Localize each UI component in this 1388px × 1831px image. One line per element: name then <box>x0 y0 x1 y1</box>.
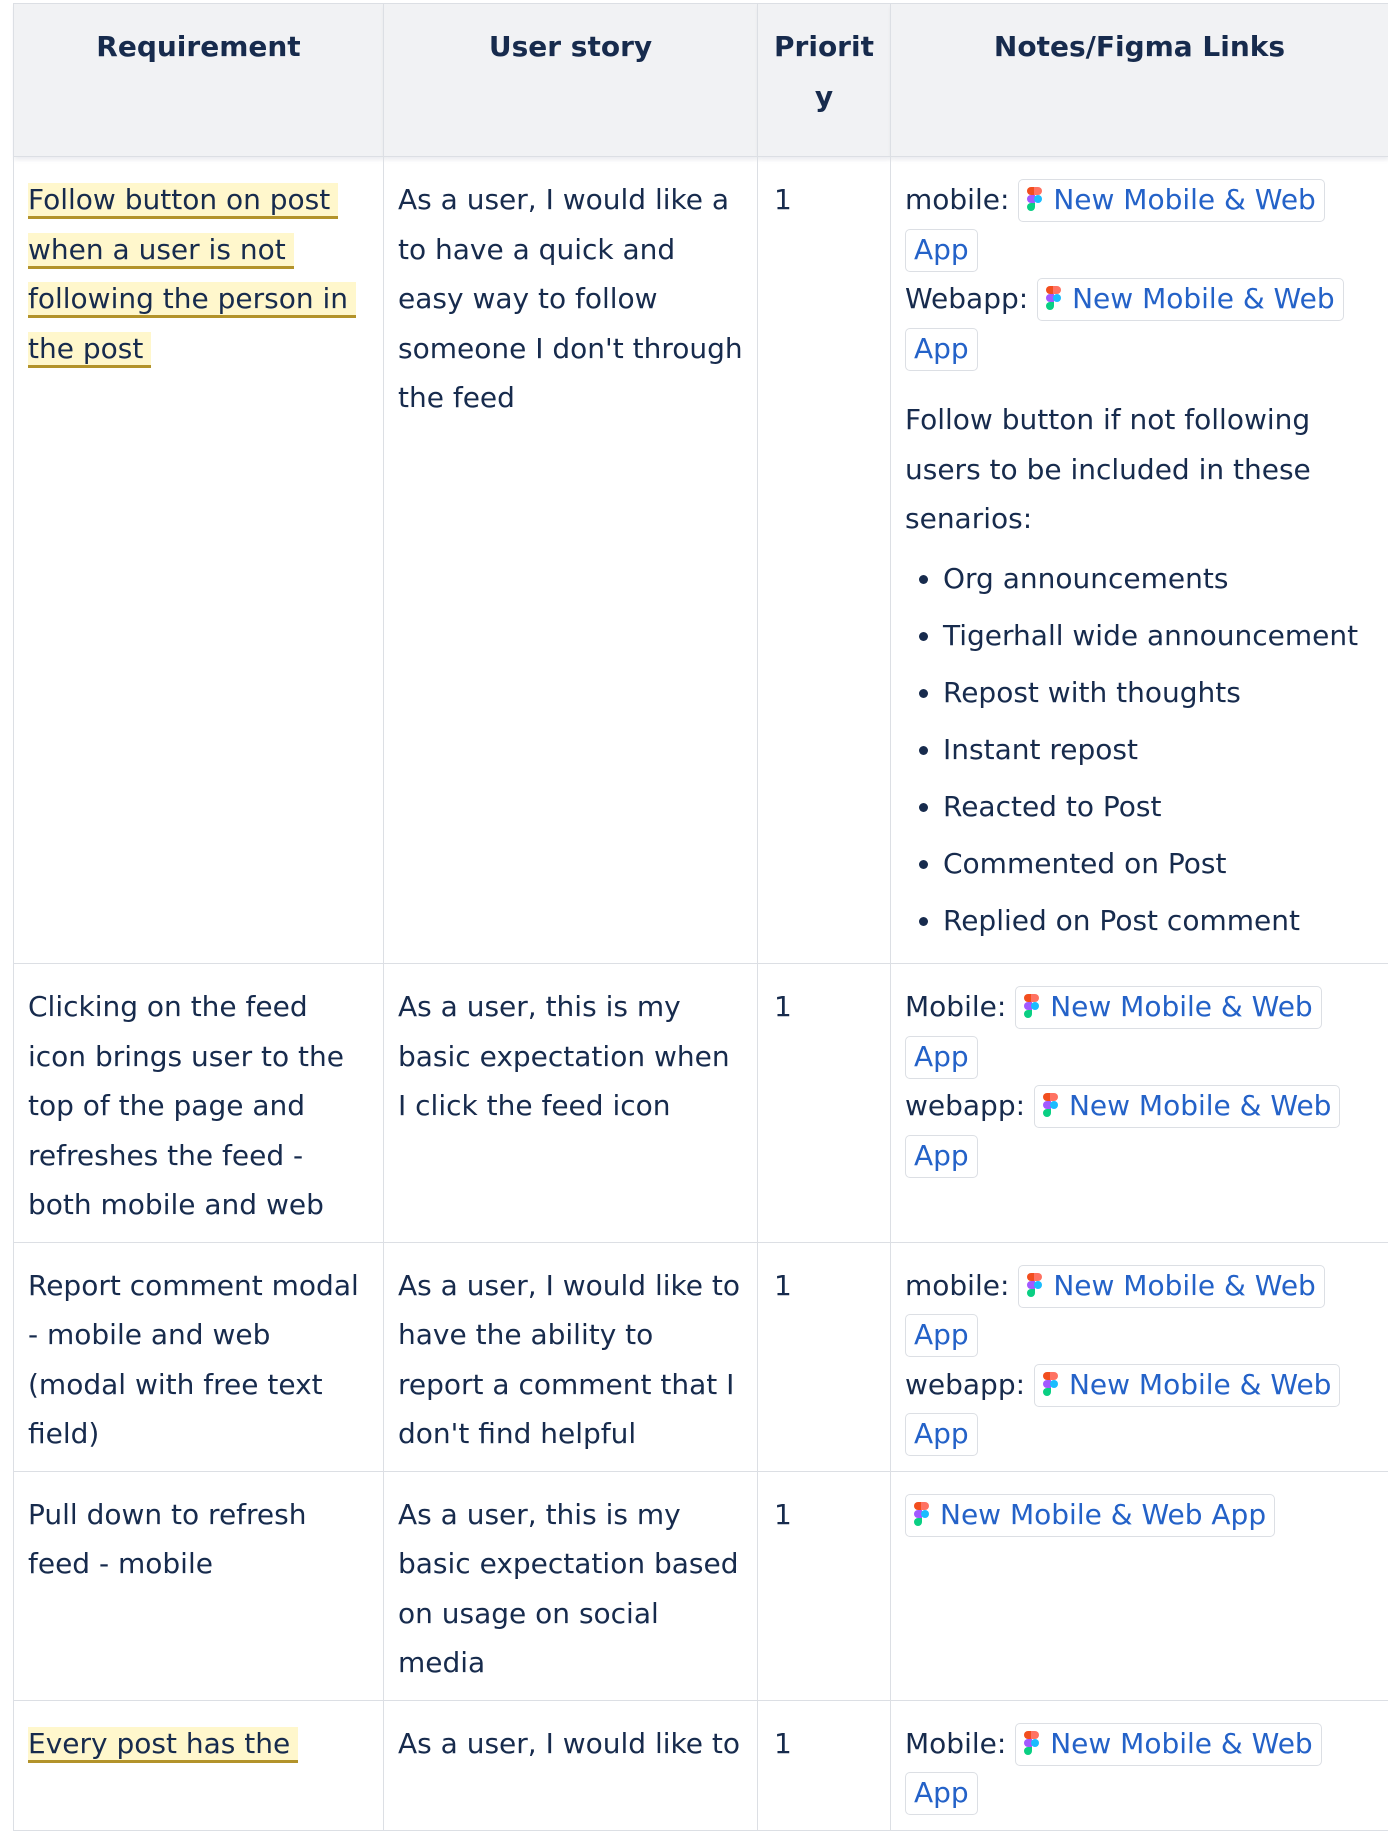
notes-links <box>905 175 1374 373</box>
priority-cell[interactable]: 1 <box>758 1700 891 1830</box>
table-row <box>14 1471 1388 1700</box>
table-row <box>14 1242 1388 1471</box>
requirement-cell[interactable]: Clicking on the feed icon brings user to the top of the page and refreshes the feed - both mobile and web <box>14 964 384 1243</box>
requirement-cell[interactable]: Report comment modal - mobile and web (modal with free text field) <box>14 1242 384 1471</box>
figma-link[interactable] <box>905 1494 1275 1537</box>
platform-label: Mobile: <box>905 1727 1006 1760</box>
requirements-table-container <box>13 3 1388 1831</box>
platform-label: webapp: <box>905 1368 1025 1401</box>
figma-link-label: New Mobile & Web App <box>914 1089 1331 1172</box>
platform-label: Mobile: <box>905 990 1006 1023</box>
priority-cell[interactable]: 1 <box>758 964 891 1243</box>
priority-cell[interactable]: 1 <box>758 1471 891 1700</box>
figma-link-label: New Mobile & Web App <box>914 1368 1331 1451</box>
requirements-table <box>13 3 1388 1831</box>
table-header-row <box>14 4 1388 157</box>
notes-paragraph: Follow button if not following users to be included in these senarios: <box>905 395 1374 544</box>
notes-cell[interactable] <box>891 1242 1388 1471</box>
figma-icon <box>1027 187 1041 213</box>
platform-label: mobile: <box>905 1269 1009 1302</box>
highlighted-requirement-text[interactable]: Follow button on post when a user is not following the person in the post <box>28 183 356 368</box>
figma-link-label: New Mobile & Web App <box>940 1498 1266 1531</box>
table-row <box>14 1700 1388 1830</box>
table-row <box>14 964 1388 1243</box>
figma-link-label: New Mobile & Web App <box>914 990 1313 1073</box>
figma-icon <box>1024 1731 1038 1757</box>
platform-label: webapp: <box>905 1089 1025 1122</box>
figma-icon <box>1046 286 1060 312</box>
figma-icon <box>1024 994 1038 1020</box>
figma-icon <box>914 1502 928 1528</box>
notes-cell[interactable] <box>891 1471 1388 1700</box>
list-item: • Commented on Post <box>943 835 1374 892</box>
header-user-story[interactable]: User story <box>384 4 758 157</box>
table-row <box>14 157 1388 964</box>
user-story-cell[interactable]: As a user, I would like a to have a quick and easy way to follow someone I don't through the feed <box>384 157 758 964</box>
header-priority[interactable]: Priorit y <box>758 4 891 157</box>
requirement-cell[interactable] <box>14 157 384 964</box>
figma-icon <box>1027 1273 1041 1299</box>
figma-icon <box>1043 1093 1057 1119</box>
platform-label: Webapp: <box>905 282 1028 315</box>
figma-link-label: New Mobile & Web App <box>914 183 1316 266</box>
figma-link-label: New Mobile & Web App <box>914 1727 1313 1810</box>
priority-cell[interactable]: 1 <box>758 157 891 964</box>
list-item: • Instant repost <box>943 721 1374 778</box>
scenario-list <box>905 550 1374 949</box>
header-requirement[interactable]: Requirement <box>14 4 384 157</box>
figma-link-label: New Mobile & Web App <box>914 282 1335 365</box>
requirement-cell[interactable]: Pull down to refresh feed - mobile <box>14 1471 384 1700</box>
platform-label: mobile: <box>905 183 1009 216</box>
notes-cell[interactable] <box>891 1700 1388 1830</box>
notes-cell[interactable] <box>891 964 1388 1243</box>
list-item: • Replied on Post comment <box>943 892 1374 949</box>
list-item: • Tigerhall wide announcement <box>943 607 1374 664</box>
user-story-cell[interactable]: As a user, this is my basic expectation based on usage on social media <box>384 1471 758 1700</box>
figma-link-label: New Mobile & Web App <box>914 1269 1316 1352</box>
list-item: • Repost with thoughts <box>943 664 1374 721</box>
user-story-cell[interactable]: As a user, I would like to <box>384 1700 758 1830</box>
list-item: • Org announcements <box>943 550 1374 607</box>
user-story-cell[interactable]: As a user, I would like to have the ability to report a comment that I don't find helpful <box>384 1242 758 1471</box>
notes-cell[interactable] <box>891 157 1388 964</box>
list-item: • Reacted to Post <box>943 778 1374 835</box>
highlighted-requirement-text[interactable]: Every post has the <box>28 1727 298 1763</box>
figma-icon <box>1043 1372 1057 1398</box>
requirement-cell[interactable] <box>14 1700 384 1830</box>
header-notes[interactable]: Notes/Figma Links <box>891 4 1388 157</box>
user-story-cell[interactable]: As a user, this is my basic expectation when I click the feed icon <box>384 964 758 1243</box>
priority-cell[interactable]: 1 <box>758 1242 891 1471</box>
